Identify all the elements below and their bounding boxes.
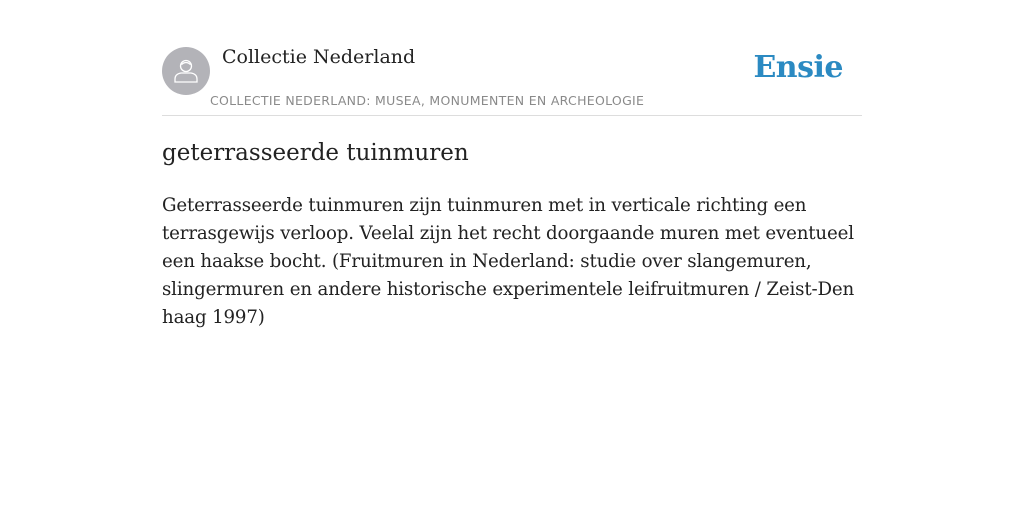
user-icon: [172, 57, 200, 85]
article-title: geterrasseerde tuinmuren: [162, 140, 469, 166]
author-subtitle: COLLECTIE NEDERLAND: MUSEA, MONUMENTEN EN ARCHEOLOGIE: [210, 93, 645, 108]
header: [162, 0, 862, 116]
brand-logo[interactable]: Ensie: [753, 50, 843, 85]
author-name[interactable]: Collectie Nederland: [222, 46, 416, 68]
page-container: [162, 0, 862, 328]
avatar[interactable]: [162, 47, 210, 95]
article-body: Geterrasseerde tuinmuren zijn tuinmuren met in verticale richting een terrasgewijs verloop. Veelal zijn het recht doorgaande muren met eventueel een haakse bocht. (Fruitmuren in Nederland: studie over slangemuren, slingermuren en andere historische experimentele leifruitmuren / Zeist-Den haag 1997): [162, 195, 855, 328]
